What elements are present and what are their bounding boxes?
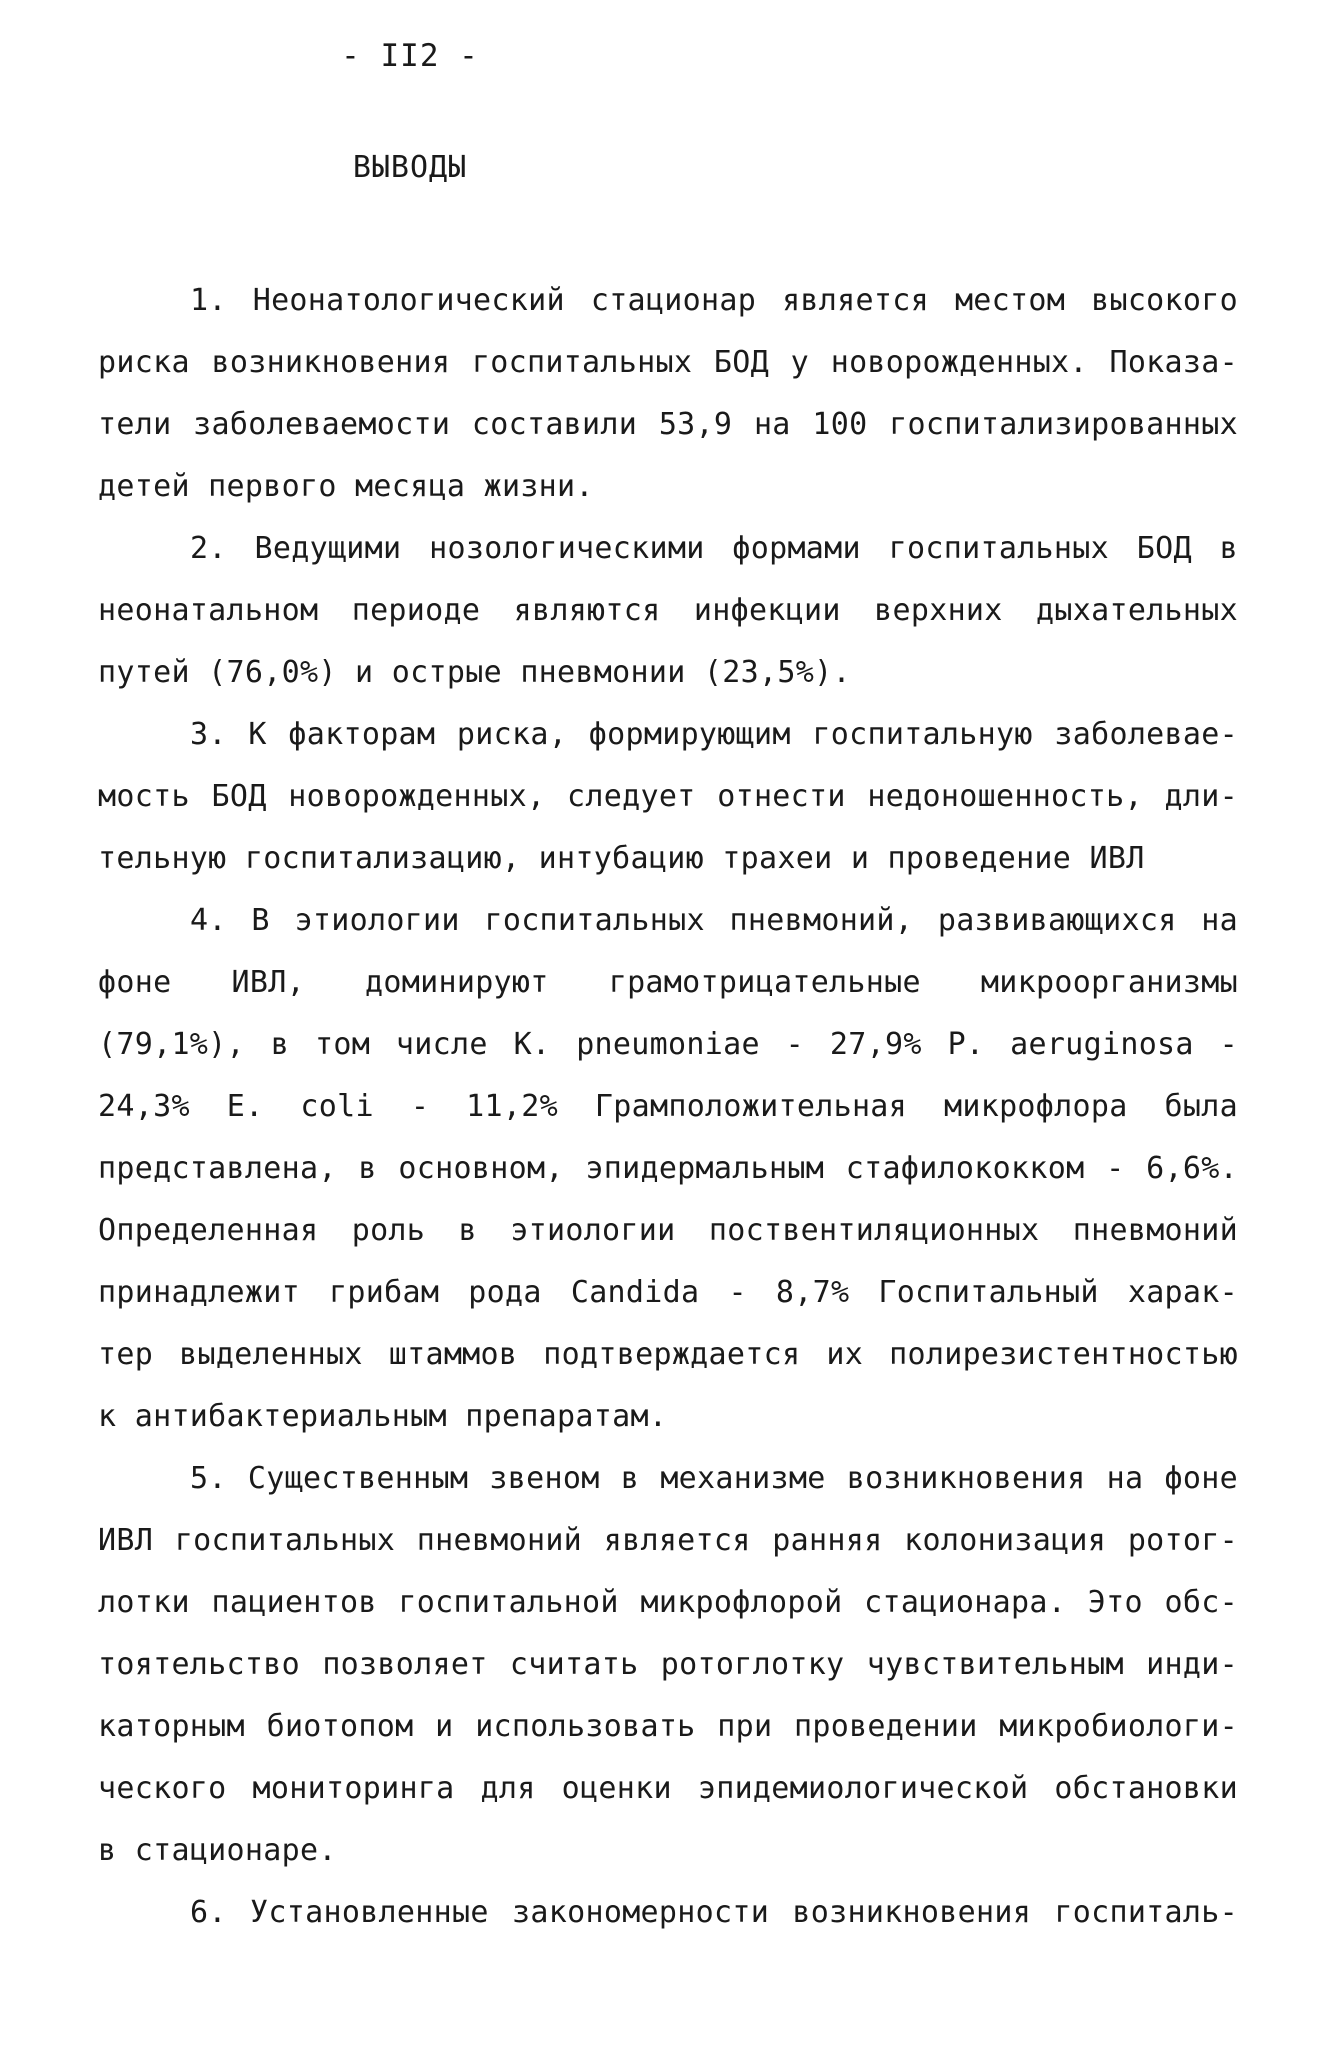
section-heading: ВЫВОДЫ — [352, 150, 468, 185]
text-line: 3. К факторам риска, формирующим госпитальную заболевае- — [190, 717, 1238, 752]
page-number: - II2 - — [341, 38, 479, 74]
text-line: фоне ИВЛ, доминируют грамотрицательные микроорганизмы — [98, 965, 1238, 1000]
text-line: к антибактериальным препаратам. — [98, 1399, 668, 1434]
text-line: неонатальном периоде являются инфекции верхних дыхательных — [98, 593, 1238, 628]
text-line: каторным биотопом и использовать при проведении микробиологи- — [98, 1709, 1238, 1744]
text-line: тельную госпитализацию, интубацию трахеи и проведение ИВЛ — [98, 841, 1145, 876]
text-line: тер выделенных штаммов подтверждается их полирезистентностью — [98, 1337, 1238, 1372]
text-line: лотки пациентов госпитальной микрофлорой стационара. Это обс- — [98, 1585, 1238, 1620]
text-line: 5. Существенным звеном в механизме возникновения на фоне — [190, 1461, 1238, 1496]
text-line: 1. Неонатологический стационар является местом высокого — [190, 283, 1238, 318]
text-line: путей (76,0%) и острые пневмонии (23,5%). — [98, 655, 851, 690]
text-line: 4. В этиологии госпитальных пневмоний, развивающихся на — [190, 903, 1238, 938]
text-line: Определенная роль в этиологии поствентиляционных пневмоний — [98, 1213, 1238, 1248]
text-line: 6. Установленные закономерности возникновения госпиталь- — [190, 1895, 1238, 1930]
text-line: представлена, в основном, эпидермальным стафилококком - 6,6%. — [98, 1151, 1238, 1186]
text-line: 2. Ведущими нозологическими формами госпитальных БОД в — [190, 531, 1238, 566]
text-line: риска возникновения госпитальных БОД у новорожденных. Показа- — [98, 345, 1238, 380]
text-line: (79,1%), в том числе K. pneumoniae - 27,9% P. aeruginosa - — [98, 1027, 1238, 1062]
text-line: 24,3% E. coli - 11,2% Грамположительная микрофлора была — [98, 1089, 1238, 1124]
text-line: тоятельство позволяет считать ротоглотку чувствительным инди- — [98, 1647, 1238, 1682]
text-line: принадлежит грибам рода Candida - 8,7% Госпитальный харак- — [98, 1275, 1238, 1310]
text-line: ИВЛ госпитальных пневмоний является ранняя колонизация ротог- — [98, 1523, 1238, 1558]
text-line: мость БОД новорожденных, следует отнести недоношенность, дли- — [98, 779, 1238, 814]
text-line: детей первого месяца жизни. — [98, 469, 594, 504]
text-line: тели заболеваемости составили 53,9 на 100 госпитализированных — [98, 407, 1238, 442]
conclusions-body — [98, 270, 1238, 1944]
text-line: в стационаре. — [98, 1833, 337, 1868]
text-line: ческого мониторинга для оценки эпидемиологической обстановки — [98, 1771, 1238, 1806]
